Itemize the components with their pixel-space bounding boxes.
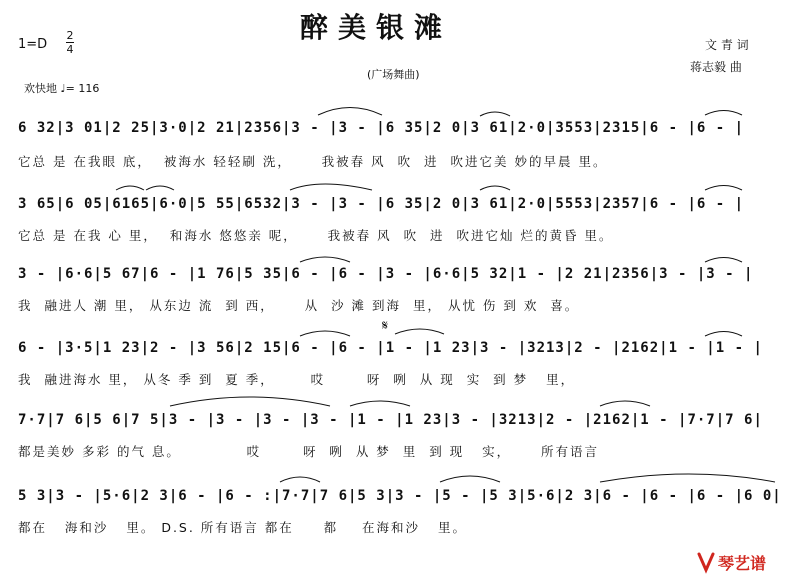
slur-line-5a (170, 397, 330, 406)
watermark-brand-text: 琴艺谱 (718, 554, 767, 573)
slur-line-6c (600, 474, 775, 482)
slur-line-3a (300, 257, 350, 262)
score-line-3-lyrics: 我 融进人 潮 里， 从东边 流 到 西， 从 沙 滩 到海 里， 从忧 伤 到 欢 喜。 (18, 298, 580, 313)
score-line-4-notes: 6 - |3·5|1 23|2 - |3 56|2 15|6 - |6 - |1 - |1 23|3 - |3213|2 - |2162|1 - |1 - | (18, 340, 763, 356)
score-line-2-lyrics: 它总 是 在我 心 里， 和海水 悠悠亲 呢， 我被春 风 吹 进 吹进它灿 烂的黄昏 里。 (18, 228, 614, 243)
slur-line-3b (705, 258, 742, 263)
score-line-6-lyrics: 都在 海和沙 里。 D.S. 所有语言 都在 都 在海和沙 里。 (18, 520, 467, 535)
score-line-6-notes: 5 3|3 - |5·6|2 3|6 - |6 - :|7·7|7 6|5 3|3 - |5 - |5 3|5·6|2 3|6 - |6 - |6 - |6 0| (18, 488, 782, 504)
slur-line-4b (395, 329, 444, 334)
slur-line-2d (480, 186, 510, 190)
score-line-1-lyrics: 它总 是 在我眼 底， 被海水 轻轻刷 洗， 我被春 风 吹 进 吹进它美 妙的早晨 里。 (18, 154, 608, 169)
slur-line-2a (116, 186, 144, 190)
lyricist-credit: 文 青 词 (705, 38, 749, 52)
watermark-logo-icon (696, 550, 774, 576)
tempo-marking: 欢快地 ♩= 116 (24, 82, 100, 95)
score-line-3-notes: 3 - |6·6|5 67|6 - |1 76|5 35|6 - |6 - |3 - |6·6|5 32|1 - |2 21|2356|3 - |3 - | (18, 266, 754, 282)
slur-line-4c (705, 332, 742, 337)
segno-sign: 𝄋 (382, 318, 389, 334)
slur-line-2e (705, 186, 742, 191)
composer-credit: 蒋志毅 曲 (690, 60, 742, 74)
score-line-2-notes: 3 65|6 05|6165|6·0|5 55|6532|3 - |3 - |6 35|2 0|3 61|2·0|5553|2357|6 - |6 - | (18, 196, 745, 212)
slur-line-1b (480, 112, 510, 116)
score-line-1-notes: 6 32|3 01|2 25|3·0|2 21|2356|3 - |3 - |6 35|2 0|3 61|2·0|3553|2315|6 - |6 - | (18, 120, 745, 136)
score-line-5-notes: 7·7|7 6|5 6|7 5|3 - |3 - |3 - |3 - |1 - |1 23|3 - |3213|2 - |2162|1 - |7·7|7 6| (18, 412, 763, 428)
slur-line-1a (318, 108, 382, 116)
score-line-4-lyrics: 我 融进海水 里， 从冬 季 到 夏 季， 哎 呀 咧 从 现 实 到 梦 里， (18, 372, 576, 387)
slur-line-2b (146, 186, 174, 190)
time-signature-bottom: 4 (66, 43, 74, 56)
page-subtitle: (广场舞曲) (367, 68, 420, 81)
time-signature-top: 2 (66, 29, 74, 42)
watermark-logo (696, 550, 774, 576)
slur-line-5c (600, 401, 650, 406)
slur-line-6b (440, 476, 500, 482)
score-line-5-lyrics: 都是美妙 多彩 的气 息。 哎 呀 咧 从 梦 里 到 现 实， 所有语言 (18, 444, 599, 459)
slur-line-1c (705, 111, 742, 116)
slur-line-4a (300, 331, 350, 336)
slur-line-2c (290, 184, 372, 190)
slur-line-5b (350, 401, 410, 406)
key-signature: 1=D (18, 37, 48, 52)
page-title: 醉美银滩 (300, 11, 453, 44)
slur-line-6a (280, 477, 320, 482)
